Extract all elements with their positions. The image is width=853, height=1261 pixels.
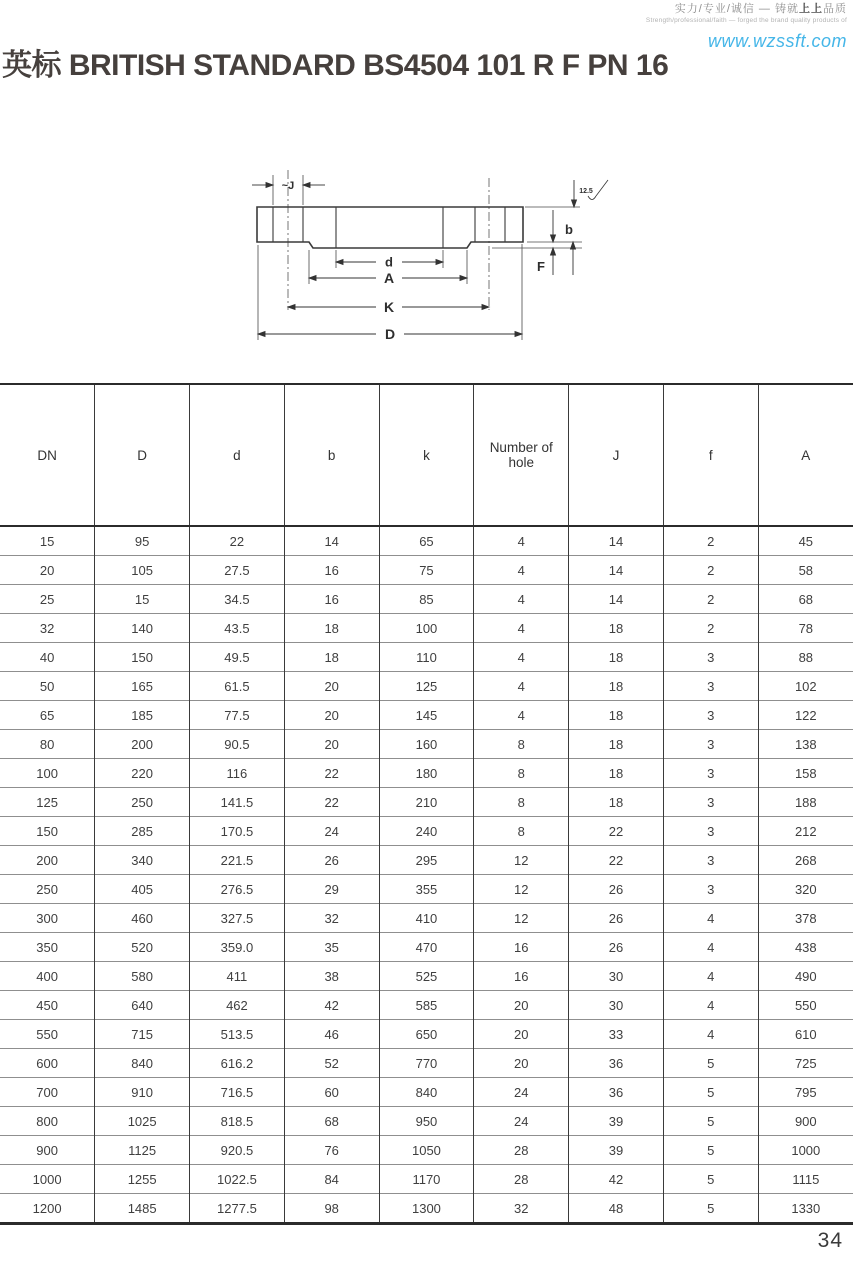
table-cell: 42 xyxy=(284,991,379,1020)
table-cell: 26 xyxy=(569,933,664,962)
table-cell: 29 xyxy=(284,875,379,904)
table-cell: 165 xyxy=(95,672,190,701)
table-cell: 800 xyxy=(0,1107,95,1136)
table-cell: 30 xyxy=(569,962,664,991)
table-cell: 22 xyxy=(284,759,379,788)
table-cell: 50 xyxy=(0,672,95,701)
table-cell: 8 xyxy=(474,759,569,788)
table-cell: 550 xyxy=(0,1020,95,1049)
table-cell: 1200 xyxy=(0,1194,95,1224)
page-title: 英标 BRITISH STANDARD BS4504 101 R F PN 16 xyxy=(2,49,669,82)
table-cell: 210 xyxy=(379,788,474,817)
table-cell: 1277.5 xyxy=(190,1194,285,1224)
table-cell: 180 xyxy=(379,759,474,788)
table-cell: 1000 xyxy=(758,1136,853,1165)
table-cell: 4 xyxy=(474,585,569,614)
table-cell: 295 xyxy=(379,846,474,875)
table-cell: 18 xyxy=(284,614,379,643)
table-cell: 950 xyxy=(379,1107,474,1136)
table-cell: 3 xyxy=(663,672,758,701)
table-row-dn-15 xyxy=(0,526,853,556)
table-cell: 2 xyxy=(663,614,758,643)
table-cell: 268 xyxy=(758,846,853,875)
table-cell: 4 xyxy=(474,614,569,643)
table-cell: 24 xyxy=(284,817,379,846)
table-cell: 795 xyxy=(758,1078,853,1107)
dim-label-bore: d xyxy=(385,254,393,270)
table-cell: 150 xyxy=(95,643,190,672)
table-cell: 616.2 xyxy=(190,1049,285,1078)
table-cell: 35 xyxy=(284,933,379,962)
table-cell: 90.5 xyxy=(190,730,285,759)
table-cell: 26 xyxy=(569,904,664,933)
table-cell: 24 xyxy=(474,1078,569,1107)
table-cell: 5 xyxy=(663,1078,758,1107)
table-cell: 18 xyxy=(569,730,664,759)
table-cell: 1485 xyxy=(95,1194,190,1224)
table-cell: 39 xyxy=(569,1107,664,1136)
table-cell: 88 xyxy=(758,643,853,672)
table-cell: 61.5 xyxy=(190,672,285,701)
table-cell: 102 xyxy=(758,672,853,701)
table-cell: 22 xyxy=(284,788,379,817)
table-cell: 125 xyxy=(379,672,474,701)
table-cell: 43.5 xyxy=(190,614,285,643)
table-cell: 42 xyxy=(569,1165,664,1194)
table-row-dn-250 xyxy=(0,875,853,904)
flange-dimensions-table xyxy=(0,383,853,1225)
table-cell: 200 xyxy=(0,846,95,875)
table-cell: 405 xyxy=(95,875,190,904)
table-cell: 470 xyxy=(379,933,474,962)
dim-label-bolt-circle: K xyxy=(383,299,395,315)
table-cell: 460 xyxy=(95,904,190,933)
column-header-k: k xyxy=(379,384,474,526)
table-cell: 20 xyxy=(284,730,379,759)
table-row-dn-1000 xyxy=(0,1165,853,1194)
column-header-number-of-hole: Number of hole xyxy=(474,384,569,526)
table-cell: 8 xyxy=(474,730,569,759)
column-header-dn: DN xyxy=(0,384,95,526)
brand-block xyxy=(646,3,847,52)
table-cell: 65 xyxy=(379,526,474,556)
table-cell: 1255 xyxy=(95,1165,190,1194)
table-cell: 116 xyxy=(190,759,285,788)
table-cell: 16 xyxy=(284,585,379,614)
table-cell: 2 xyxy=(663,585,758,614)
table-cell: 5 xyxy=(663,1136,758,1165)
table-cell: 1025 xyxy=(95,1107,190,1136)
table-cell: 4 xyxy=(663,1020,758,1049)
table-row-dn-32 xyxy=(0,614,853,643)
table-cell: 22 xyxy=(569,846,664,875)
table-cell: 80 xyxy=(0,730,95,759)
table-cell: 45 xyxy=(758,526,853,556)
brand-slogan-cn xyxy=(646,3,847,16)
table-cell: 84 xyxy=(284,1165,379,1194)
table-cell: 150 xyxy=(0,817,95,846)
table-cell: 1300 xyxy=(379,1194,474,1224)
table-row-dn-65 xyxy=(0,701,853,730)
table-cell: 640 xyxy=(95,991,190,1020)
table-cell: 462 xyxy=(190,991,285,1020)
table-cell: 75 xyxy=(379,556,474,585)
table-row-dn-700 xyxy=(0,1078,853,1107)
table-cell: 650 xyxy=(379,1020,474,1049)
table-cell: 8 xyxy=(474,817,569,846)
table-row-dn-1200 xyxy=(0,1194,853,1224)
table-cell: 4 xyxy=(663,991,758,1020)
table-cell: 52 xyxy=(284,1049,379,1078)
table-cell: 5 xyxy=(663,1165,758,1194)
table-row-dn-40 xyxy=(0,643,853,672)
table-cell: 100 xyxy=(379,614,474,643)
table-cell: 1125 xyxy=(95,1136,190,1165)
table-row-dn-300 xyxy=(0,904,853,933)
table-cell: 327.5 xyxy=(190,904,285,933)
table-cell: 26 xyxy=(569,875,664,904)
table-cell: 5 xyxy=(663,1194,758,1224)
slogan-cn-bold: 上上 xyxy=(799,3,823,15)
table-row-dn-550 xyxy=(0,1020,853,1049)
dim-label-bolt-hole: ~J xyxy=(281,180,295,192)
table-cell: 36 xyxy=(569,1078,664,1107)
table-cell: 122 xyxy=(758,701,853,730)
table-row-dn-450 xyxy=(0,991,853,1020)
table-cell: 76 xyxy=(284,1136,379,1165)
table-cell: 18 xyxy=(569,701,664,730)
table-cell: 33 xyxy=(569,1020,664,1049)
table-cell: 18 xyxy=(569,759,664,788)
column-header-f: f xyxy=(663,384,758,526)
table-cell: 450 xyxy=(0,991,95,1020)
table-cell: 4 xyxy=(474,526,569,556)
table-cell: 68 xyxy=(758,585,853,614)
table-cell: 20 xyxy=(284,672,379,701)
table-cell: 12 xyxy=(474,875,569,904)
table-cell: 25 xyxy=(0,585,95,614)
table-cell: 2 xyxy=(663,526,758,556)
table-row-dn-80 xyxy=(0,730,853,759)
table-cell: 4 xyxy=(474,643,569,672)
table-cell: 212 xyxy=(758,817,853,846)
table-cell: 18 xyxy=(284,643,379,672)
table-cell: 34.5 xyxy=(190,585,285,614)
table-cell: 160 xyxy=(379,730,474,759)
table-cell: 2 xyxy=(663,556,758,585)
table-cell: 85 xyxy=(379,585,474,614)
table-cell: 30 xyxy=(569,991,664,1020)
table-cell: 28 xyxy=(474,1165,569,1194)
slogan-cn-post: 品质 xyxy=(823,3,847,15)
table-cell: 4 xyxy=(474,556,569,585)
table-cell: 65 xyxy=(0,701,95,730)
table-cell: 1170 xyxy=(379,1165,474,1194)
table-cell: 770 xyxy=(379,1049,474,1078)
table-row-dn-200 xyxy=(0,846,853,875)
table-row-dn-900 xyxy=(0,1136,853,1165)
table-cell: 78 xyxy=(758,614,853,643)
table-cell: 1330 xyxy=(758,1194,853,1224)
table-cell: 48 xyxy=(569,1194,664,1224)
page-number: 34 xyxy=(817,1229,843,1252)
table-cell: 140 xyxy=(95,614,190,643)
table-cell: 110 xyxy=(379,643,474,672)
column-header-d: d xyxy=(190,384,285,526)
column-header-d: D xyxy=(95,384,190,526)
table-cell: 840 xyxy=(379,1078,474,1107)
table-cell: 32 xyxy=(284,904,379,933)
table-row-dn-600 xyxy=(0,1049,853,1078)
table-cell: 4 xyxy=(474,701,569,730)
table-cell: 58 xyxy=(758,556,853,585)
table-cell: 8 xyxy=(474,788,569,817)
table-cell: 26 xyxy=(284,846,379,875)
table-row-dn-150 xyxy=(0,817,853,846)
table-cell: 22 xyxy=(569,817,664,846)
table-cell: 188 xyxy=(758,788,853,817)
table-cell: 285 xyxy=(95,817,190,846)
table-cell: 3 xyxy=(663,759,758,788)
table-cell: 18 xyxy=(569,672,664,701)
table-cell: 3 xyxy=(663,643,758,672)
brand-slogan-en: Strength/professional/faith — forged the brand quality products of xyxy=(645,16,847,24)
table-cell: 22 xyxy=(190,526,285,556)
column-header-b: b xyxy=(284,384,379,526)
table-cell: 513.5 xyxy=(190,1020,285,1049)
table-cell: 340 xyxy=(95,846,190,875)
table-cell: 818.5 xyxy=(190,1107,285,1136)
table-cell: 46 xyxy=(284,1020,379,1049)
table-cell: 28 xyxy=(474,1136,569,1165)
table-cell: 1022.5 xyxy=(190,1165,285,1194)
dim-label-face-height: F xyxy=(537,259,545,274)
table-cell: 16 xyxy=(474,933,569,962)
table-cell: 725 xyxy=(758,1049,853,1078)
table-cell: 125 xyxy=(0,788,95,817)
table-row-dn-100 xyxy=(0,759,853,788)
table-cell: 95 xyxy=(95,526,190,556)
table-cell: 15 xyxy=(95,585,190,614)
table-cell: 60 xyxy=(284,1078,379,1107)
table-cell: 400 xyxy=(0,962,95,991)
table-cell: 14 xyxy=(569,556,664,585)
table-cell: 3 xyxy=(663,730,758,759)
table-cell: 15 xyxy=(39,533,55,549)
table-cell: 141.5 xyxy=(190,788,285,817)
dim-label-roughness: 12.5 xyxy=(579,188,593,195)
table-cell: 16 xyxy=(474,962,569,991)
table-cell: 36 xyxy=(569,1049,664,1078)
table-cell: 20 xyxy=(474,1049,569,1078)
column-header-a: A xyxy=(758,384,853,526)
table-cell: 410 xyxy=(379,904,474,933)
table-cell: 900 xyxy=(758,1107,853,1136)
table-cell: 200 xyxy=(95,730,190,759)
table-cell: 3 xyxy=(663,875,758,904)
table-cell: 3 xyxy=(663,846,758,875)
table-cell: 221.5 xyxy=(190,846,285,875)
table-cell: 170.5 xyxy=(190,817,285,846)
table-cell: 20 xyxy=(0,556,95,585)
table-cell: 3 xyxy=(663,701,758,730)
table-cell: 716.5 xyxy=(190,1078,285,1107)
table-cell: 1050 xyxy=(379,1136,474,1165)
table-cell: 900 xyxy=(0,1136,95,1165)
table-cell: 49.5 xyxy=(190,643,285,672)
table-cell: 4 xyxy=(474,672,569,701)
table-cell: 105 xyxy=(95,556,190,585)
table-cell: 18 xyxy=(569,788,664,817)
table-cell: 18 xyxy=(569,614,664,643)
table-cell: 350 xyxy=(0,933,95,962)
column-header-j: J xyxy=(569,384,664,526)
table-row-dn-800 xyxy=(0,1107,853,1136)
table-cell: 525 xyxy=(379,962,474,991)
table-cell: 4 xyxy=(663,933,758,962)
table-cell: 3 xyxy=(663,788,758,817)
table-cell: 138 xyxy=(758,730,853,759)
table-body xyxy=(0,526,853,1224)
table-header xyxy=(0,384,853,526)
table-cell: 14 xyxy=(284,526,379,556)
table-cell: 580 xyxy=(95,962,190,991)
table-cell: 185 xyxy=(95,701,190,730)
table-cell: 550 xyxy=(758,991,853,1020)
table-row-dn-400 xyxy=(0,962,853,991)
table-header-row xyxy=(0,384,853,526)
table-cell: 5 xyxy=(663,1107,758,1136)
table-cell: 715 xyxy=(95,1020,190,1049)
table-cell: 840 xyxy=(95,1049,190,1078)
table-cell: 355 xyxy=(379,875,474,904)
table-cell: 438 xyxy=(758,933,853,962)
dim-label-raised-face: A xyxy=(383,270,395,286)
brand-website-link[interactable]: www.wzssft.com xyxy=(707,31,847,52)
table-cell: 98 xyxy=(284,1194,379,1224)
table-cell: 20 xyxy=(474,991,569,1020)
table-cell: 1115 xyxy=(758,1165,853,1194)
table-cell: 3 xyxy=(663,817,758,846)
table-cell: 158 xyxy=(758,759,853,788)
table-cell: 250 xyxy=(0,875,95,904)
table-cell: 378 xyxy=(758,904,853,933)
table-cell: 240 xyxy=(379,817,474,846)
table-cell: 27.5 xyxy=(190,556,285,585)
table-cell: 32 xyxy=(474,1194,569,1224)
table-cell: 520 xyxy=(95,933,190,962)
table-cell: 38 xyxy=(284,962,379,991)
table-cell: 276.5 xyxy=(190,875,285,904)
table-cell: 100 xyxy=(0,759,95,788)
dim-label-outer-diameter: D xyxy=(384,326,396,342)
table-cell: 220 xyxy=(95,759,190,788)
table-cell: 4 xyxy=(663,904,758,933)
table-cell: 40 xyxy=(0,643,95,672)
table-row-dn-25 xyxy=(0,585,853,614)
table-cell: 300 xyxy=(0,904,95,933)
table-cell: 700 xyxy=(0,1078,95,1107)
table-cell: 585 xyxy=(379,991,474,1020)
table-cell: 20 xyxy=(284,701,379,730)
table-cell: 320 xyxy=(758,875,853,904)
table-cell: 68 xyxy=(284,1107,379,1136)
table-cell: 16 xyxy=(284,556,379,585)
table-cell: 910 xyxy=(95,1078,190,1107)
table-cell: 1000 xyxy=(0,1165,95,1194)
table-row-dn-20 xyxy=(0,556,853,585)
table-cell: 12 xyxy=(474,846,569,875)
table-row-dn-50 xyxy=(0,672,853,701)
table-row-dn-125 xyxy=(0,788,853,817)
table-cell: 5 xyxy=(663,1049,758,1078)
table-cell: 250 xyxy=(95,788,190,817)
table-cell: 610 xyxy=(758,1020,853,1049)
table-cell: 920.5 xyxy=(190,1136,285,1165)
table-cell: 411 xyxy=(190,962,285,991)
table-cell: 77.5 xyxy=(190,701,285,730)
extension-lines xyxy=(258,175,582,340)
table-cell: 14 xyxy=(569,585,664,614)
flange-cross-section-diagram xyxy=(230,150,630,370)
table-row-dn-350 xyxy=(0,933,853,962)
dim-label-thickness: b xyxy=(565,222,573,237)
table-cell: 20 xyxy=(474,1020,569,1049)
slogan-cn-pre: 实力/专业/诚信 — 铸就 xyxy=(674,3,799,15)
table-cell: 490 xyxy=(758,962,853,991)
table-cell: 14 xyxy=(569,526,664,556)
table-cell: 4 xyxy=(663,962,758,991)
table-cell: 18 xyxy=(569,643,664,672)
table-cell: 39 xyxy=(569,1136,664,1165)
table-cell: 145 xyxy=(379,701,474,730)
table-cell: 32 xyxy=(0,614,95,643)
table-cell: 359.0 xyxy=(190,933,285,962)
table-cell: 24 xyxy=(474,1107,569,1136)
table-cell: 600 xyxy=(0,1049,95,1078)
table-cell: 12 xyxy=(474,904,569,933)
